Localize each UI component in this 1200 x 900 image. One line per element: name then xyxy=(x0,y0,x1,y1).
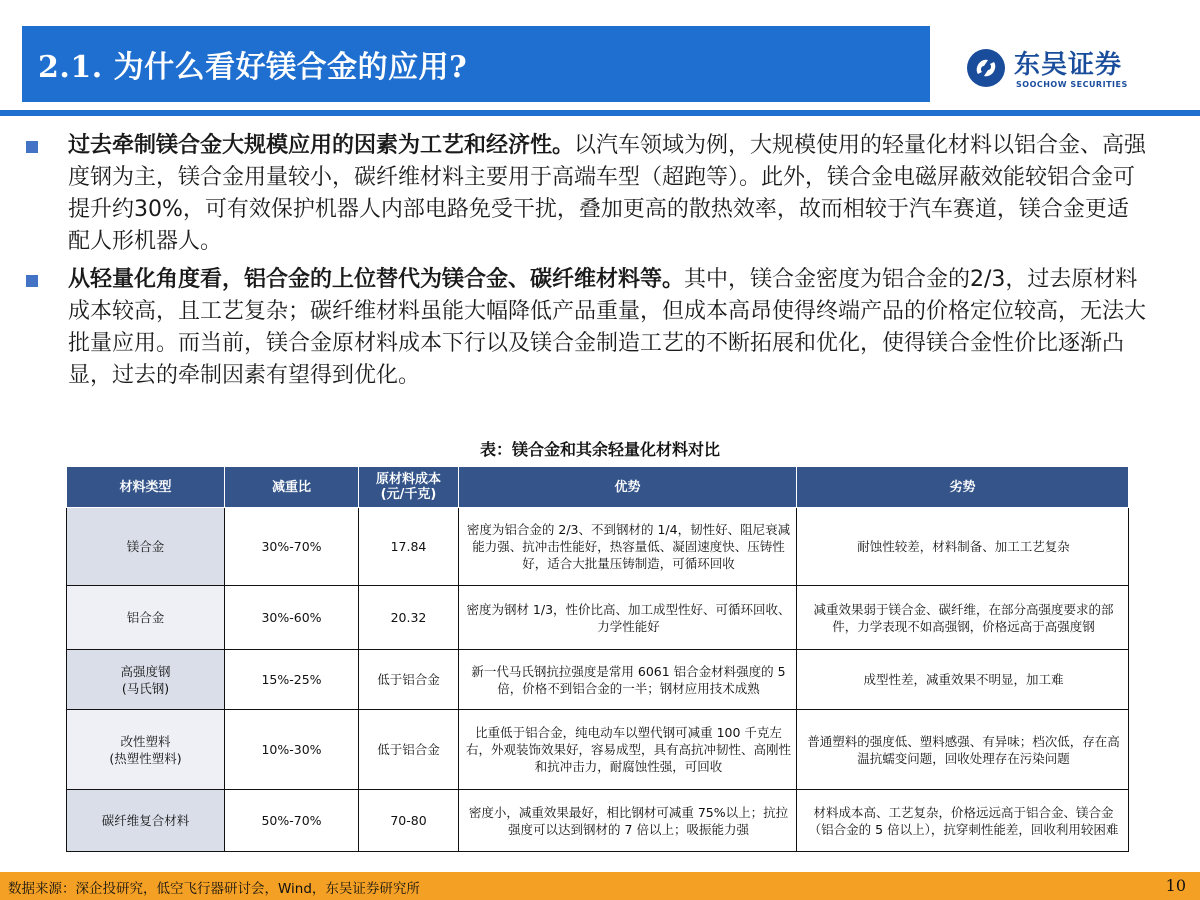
cell-advantages: 密度为钢材 1/3，性价比高、加工成型性好、可循环回收、力学性能好 xyxy=(459,586,797,650)
cell-cost: 低于铝合金 xyxy=(359,710,459,790)
table-row xyxy=(67,790,1129,852)
cell-weight-reduction: 15%-25% xyxy=(225,650,359,710)
cell-weight-reduction: 50%-70% xyxy=(225,790,359,852)
logo-chinese-name: 东吴证券 xyxy=(1014,50,1123,80)
cell-disadvantages: 成型性差，减重效果不明显，加工难 xyxy=(797,650,1129,710)
header-disadvantages: 劣势 xyxy=(797,467,1129,508)
materials-comparison-table xyxy=(66,466,1129,852)
cell-material: 高强度钢 (马氏钢) xyxy=(67,650,225,710)
cell-material: 改性塑料 (热塑性塑料) xyxy=(67,710,225,790)
header-divider xyxy=(0,110,1200,116)
header-raw-cost: 原材料成本 (元/千克) xyxy=(359,467,459,508)
cell-disadvantages: 普通塑料的强度低、塑料感强、有异味；档次低，存在高温抗蠕变问题，回收处理存在污染问题 xyxy=(797,710,1129,790)
cell-cost: 70-80 xyxy=(359,790,459,852)
footer-bar xyxy=(0,872,1200,900)
bullet-paragraph-2 xyxy=(68,264,1148,392)
table-title: 表：镁合金和其余轻量化材料对比 xyxy=(479,440,720,459)
cell-advantages: 密度小，减重效果最好，相比钢材可减重 75%以上；抗拉强度可以达到钢材的 7 倍以上；吸振能力强 xyxy=(459,790,797,852)
cell-material: 镁合金 xyxy=(67,508,225,586)
cell-disadvantages: 减重效果弱于镁合金、碳纤维，在部分高强度要求的部件，力学表现不如高强钢，价格远高于高强度钢 xyxy=(797,586,1129,650)
bullet-marker xyxy=(26,275,38,287)
cell-cost: 20.32 xyxy=(359,586,459,650)
table-row xyxy=(67,586,1129,650)
bullet-2-text: 其中，镁合金密度为铝合金的2/3，过去原材料成本较高，且工艺复杂；碳纤维材料虽能大幅降低产品重量，但成本高昂使得终端产品的价格定位较高，无法大批量应用。而当前，镁合金原材料成本下行以及镁合金制造工艺的不断拓展和优化，使得镁合金性价比逐渐凸显，过去的牵制因素有望得到优化。 xyxy=(68,267,1147,388)
header-material-type: 材料类型 xyxy=(67,467,225,508)
table-row xyxy=(67,508,1129,586)
cell-weight-reduction: 10%-30% xyxy=(225,710,359,790)
header-weight-reduction: 减重比 xyxy=(225,467,359,508)
bullet-1-text: 以汽车领域为例，大规模使用的轻量化材料以铝合金、高强度钢为主，镁合金用量较小，碳纤维材料主要用于高端车型（超跑等）。此外，镁合金电磁屏蔽效能较铝合金可提升约30%，可有效保护机器人内部电路免受干扰，叠加更高的散热效率，故而相较于汽车赛道，镁合金更适配人形机器人。 xyxy=(68,133,1147,254)
soochow-logo-icon xyxy=(966,48,1006,88)
cell-disadvantages: 耐蚀性较差，材料制备、加工工艺复杂 xyxy=(797,508,1129,586)
cell-cost: 17.84 xyxy=(359,508,459,586)
page-title: 2.1. 为什么看好镁合金的应用? xyxy=(38,50,468,85)
table-header-row xyxy=(67,467,1129,508)
cell-material: 铝合金 xyxy=(67,586,225,650)
company-logo xyxy=(966,40,1166,96)
cell-weight-reduction: 30%-70% xyxy=(225,508,359,586)
title-bar xyxy=(22,26,930,102)
bullet-2-lead: 从轻量化角度看，铝合金的上位替代为镁合金、碳纤维材料等。 xyxy=(68,267,685,292)
bullet-1-lead: 过去牵制镁合金大规模应用的因素为工艺和经济性。 xyxy=(68,133,575,158)
cell-advantages: 比重低于铝合金，纯电动车以塑代钢可减重 100 千克左右，外观装饰效果好，容易成型，具有高抗冲韧性、高刚性和抗冲击力，耐腐蚀性强，可回收 xyxy=(459,710,797,790)
cell-advantages: 新一代马氏钢抗拉强度是常用 6061 铝合金材料强度的 5 倍，价格不到铝合金的一半；钢材应用技术成熟 xyxy=(459,650,797,710)
bullet-marker xyxy=(26,141,38,153)
header-advantages: 优势 xyxy=(459,467,797,508)
cell-cost: 低于铝合金 xyxy=(359,650,459,710)
table-row xyxy=(67,650,1129,710)
data-source: 数据来源：深企投研究，低空飞行器研讨会，Wind，东吴证券研究所 xyxy=(8,881,420,897)
cell-material: 碳纤维复合材料 xyxy=(67,790,225,852)
bullet-paragraph-1 xyxy=(68,130,1148,258)
cell-weight-reduction: 30%-60% xyxy=(225,586,359,650)
logo-english-name: SOOCHOW SECURITIES xyxy=(1016,80,1128,89)
page-number: 10 xyxy=(1165,876,1186,895)
cell-disadvantages: 材料成本高、工艺复杂，价格远远高于铝合金、镁合金（铝合金的 5 倍以上），抗穿刺性能差，回收利用较困难 xyxy=(797,790,1129,852)
cell-advantages: 密度为铝合金的 2/3、不到钢材的 1/4，韧性好、阻尼衰减能力强、抗冲击性能好，热容量低、凝固速度快、压铸性好，适合大批量压铸制造，可循环回收 xyxy=(459,508,797,586)
table-row xyxy=(67,710,1129,790)
